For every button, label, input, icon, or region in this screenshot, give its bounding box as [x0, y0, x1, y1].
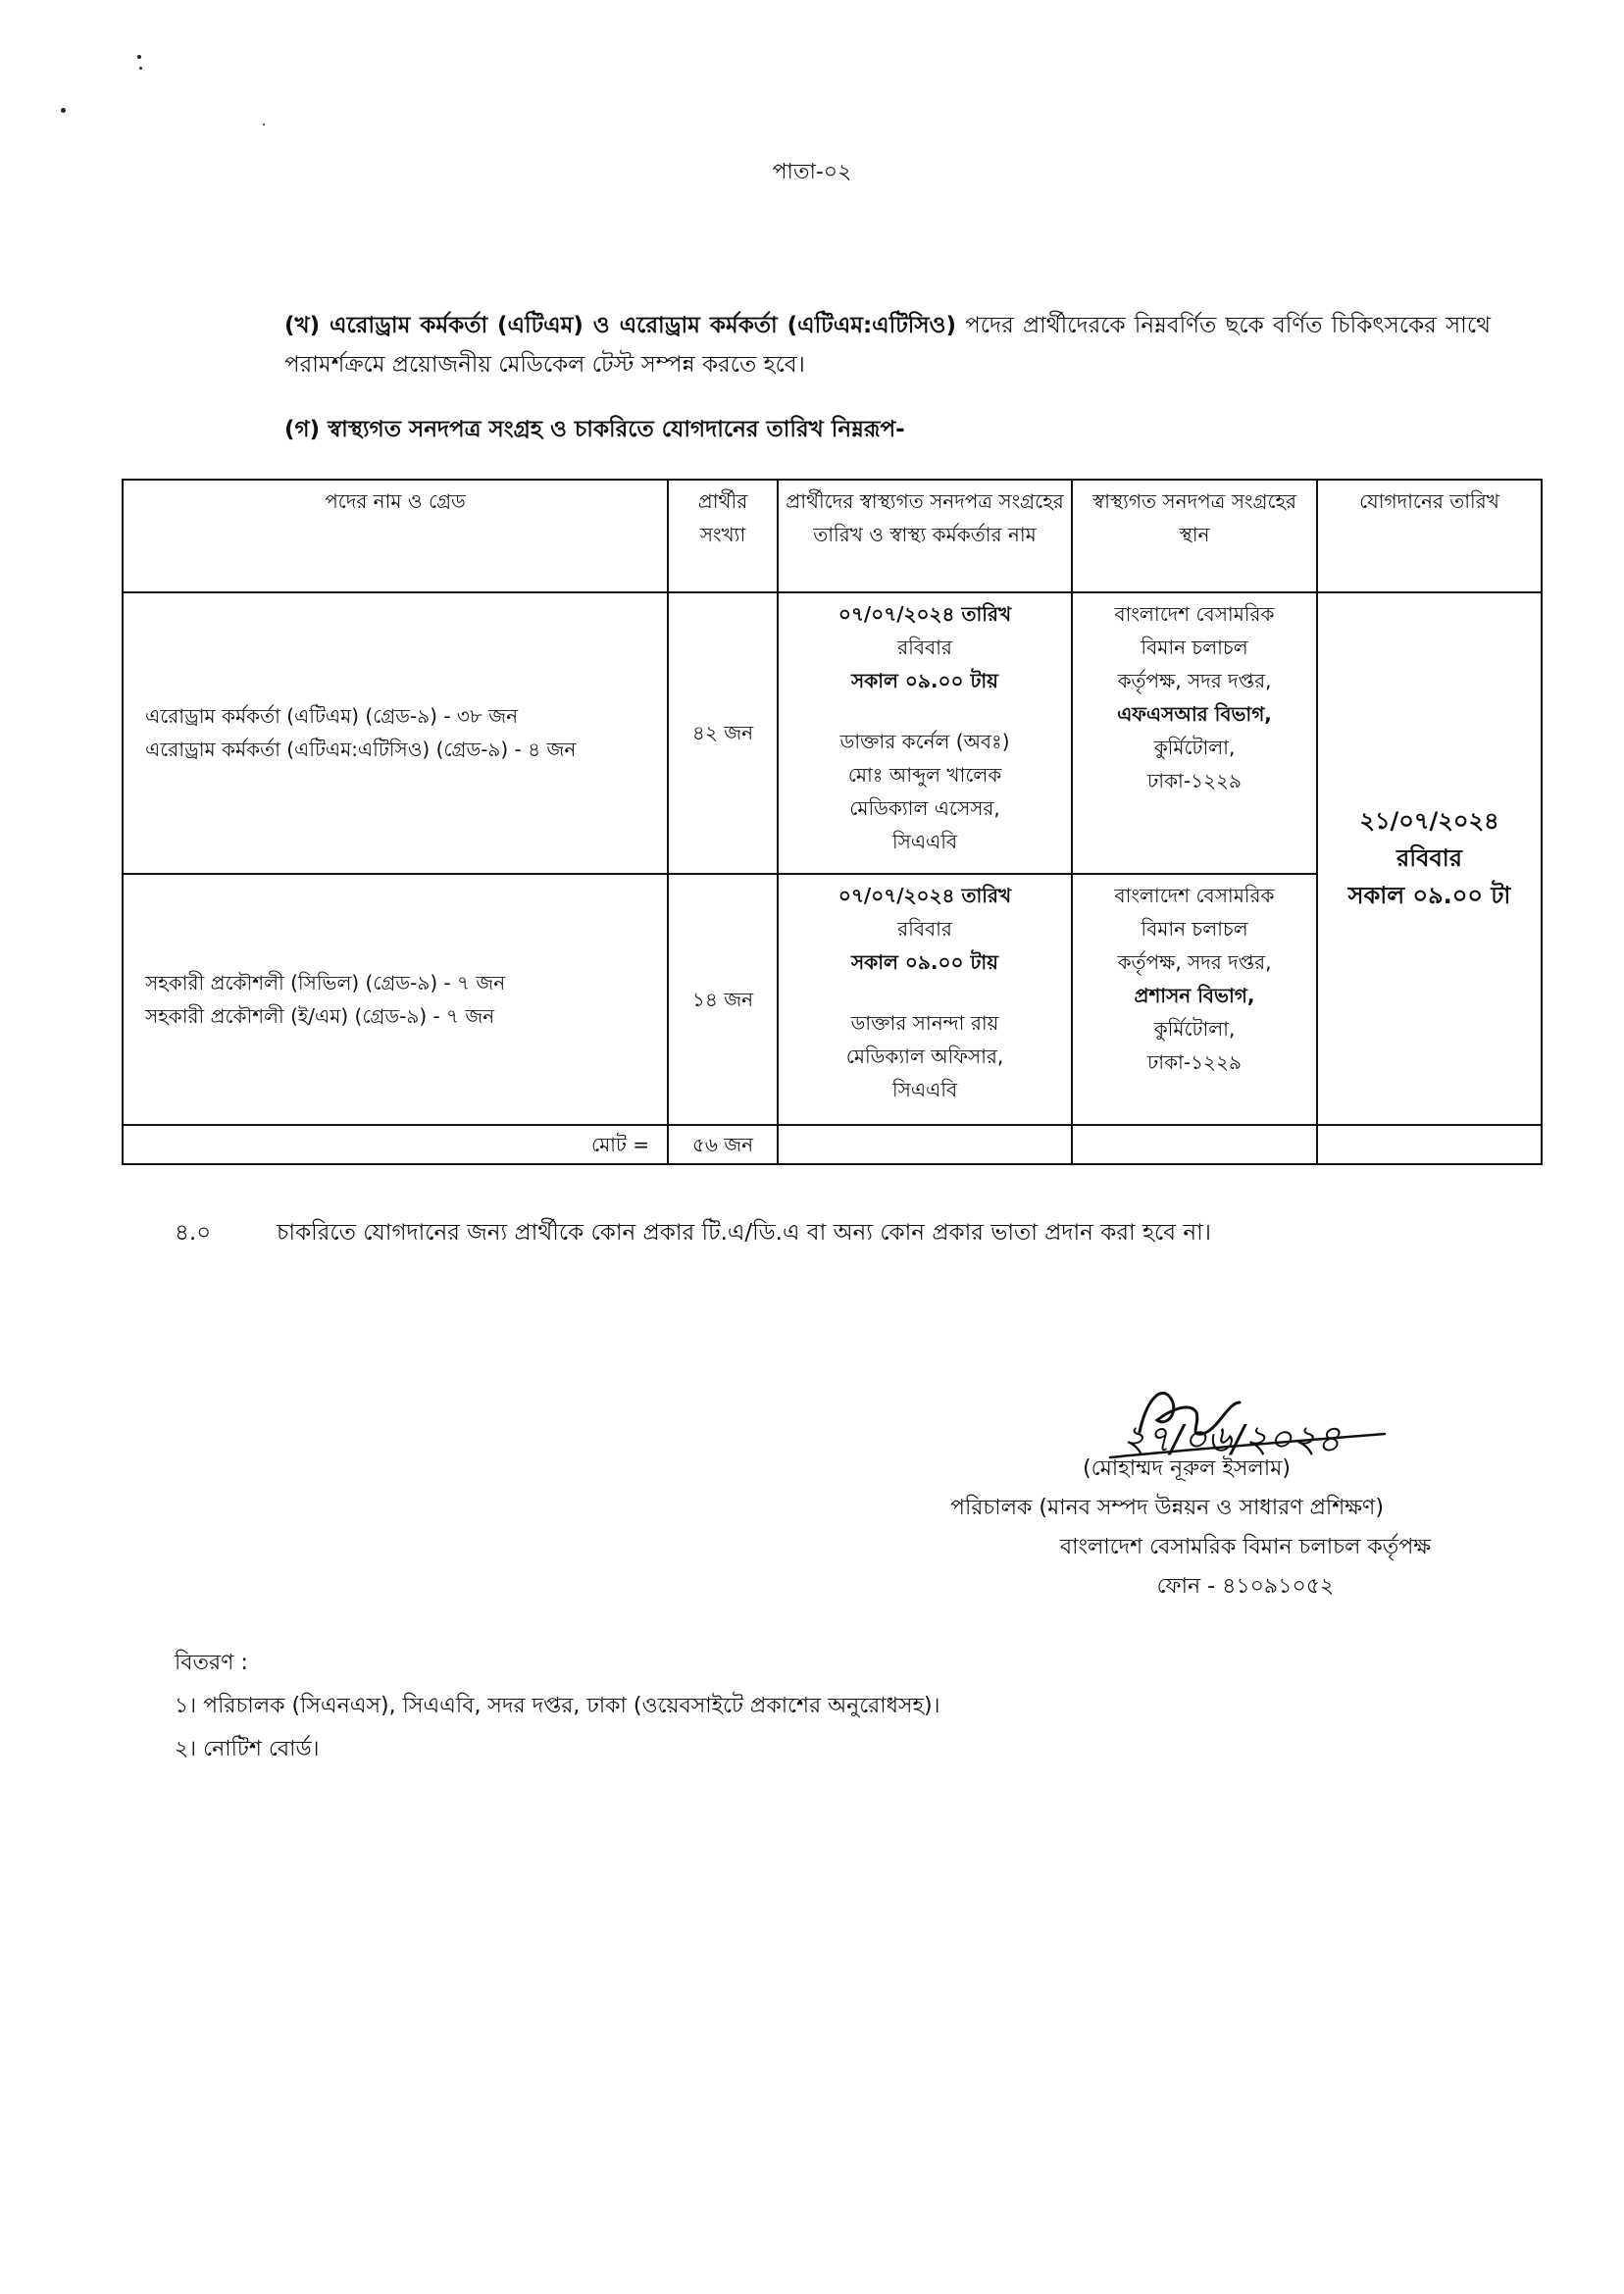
paragraph-ga-heading: (গ) স্বাস্থ্যগত সনদপত্র সংগ্রহ ও চাকরিতে যোগদানের তারিখ নিম্নরূপ-: [284, 417, 905, 442]
post-cell: [123, 874, 668, 1124]
cert-date: ০৭/০৭/২০২৪ তারিখ: [837, 601, 1012, 626]
paragraph-kha: [284, 306, 1491, 384]
place-line: প্রশাসন বিভাগ,: [1134, 984, 1255, 1008]
header-cert: প্রার্থীদের স্বাস্থ্যগত সনদপত্র সংগ্রহের তারিখ ও স্বাস্থ্য কর্মকর্তার নাম: [778, 480, 1072, 592]
joining-time: সকাল ০৯.০০ টা: [1347, 882, 1511, 910]
distribution-item: ২। নোটিশ বোর্ড।: [175, 1737, 320, 1761]
doctor-line: মেডিক্যাল অফিসার,: [845, 1045, 1004, 1069]
post-cell: [123, 592, 668, 875]
cert-cell: [778, 592, 1072, 875]
place-line: কুর্মিটোলা,: [1153, 735, 1236, 759]
table-row: [123, 592, 1542, 875]
place-line: কর্তৃপক্ষ, সদর দপ্তর,: [1117, 668, 1272, 692]
cert-cell: [778, 874, 1072, 1124]
place-line: ঢাকা-১২২৯: [1146, 1050, 1243, 1075]
cert-day: রবিবার: [897, 635, 952, 659]
page-number: পাতা-০২: [772, 160, 852, 184]
doctor-line: মেডিক্যাল এসেসর,: [849, 795, 1000, 820]
doctor-line: ডাক্তার কর্নেল (অবঃ): [839, 729, 1010, 753]
post-line: এরোড্রাম কর্মকর্তা (এটিএম) (গ্রেড-৯) - ৩৮ জন: [145, 704, 519, 729]
doctor-line: ডাক্তার সানন্দা রায়: [850, 1011, 999, 1036]
joining-cell: [1317, 592, 1542, 1125]
distribution-item: ১। পরিচালক (সিএনএস), সিএএবি, সদর দপ্তর, ঢাকা (ওয়েবসাইটে প্রকাশের অনুরোধসহ)।: [175, 1694, 940, 1718]
empty-cell: [778, 1125, 1072, 1164]
place-cell: [1072, 592, 1317, 875]
scan-speck: [263, 124, 265, 126]
doctor-line: সিএএবি: [891, 829, 958, 853]
note-text: চাকরিতে যোগদানের জন্য প্রার্থীকে কোন প্রকার টি.এ/ডি.এ বা অন্য কোন প্রকার ভাতা প্রদান করা হবে না।: [277, 1220, 1212, 1246]
count-cell: ১৪ জন: [668, 874, 778, 1124]
scan-speck: [139, 67, 142, 70]
place-line: এফএসআর বিভাগ,: [1117, 701, 1272, 726]
place-line: বিমান চলাচল: [1141, 917, 1248, 942]
post-line: সহকারী প্রকৌশলী (ই/এম) (গ্রেড-৯) - ৭ জন: [145, 1004, 495, 1029]
distribution-title: বিতরণ :: [175, 1651, 248, 1675]
place-line: বিমান চলাচল: [1141, 635, 1248, 659]
schedule-table: [122, 479, 1543, 1165]
signatory-phone: ফোন - ৪১০৯১০৫২: [1156, 1574, 1335, 1599]
cert-day: রবিবার: [897, 917, 952, 942]
handwritten-date: ২৭/০৬/২০২৪: [1122, 1417, 1342, 1460]
empty-cell: [1072, 1125, 1317, 1164]
place-line: ঢাকা-১২২৯: [1146, 768, 1243, 792]
joining-date: ২১/০৭/২০২৪: [1359, 807, 1499, 836]
post-line: সহকারী প্রকৌশলী (সিভিল) (গ্রেড-৯) - ৭ জন: [145, 971, 506, 995]
table-header-row: [123, 480, 1542, 592]
place-line: কর্তৃপক্ষ, সদর দপ্তর,: [1117, 950, 1272, 975]
scan-speck: [61, 108, 66, 113]
cert-time: সকাল ০৯.০০ টায়: [851, 950, 998, 975]
cert-date: ০৭/০৭/২০২৪ তারিখ: [837, 884, 1012, 908]
empty-cell: [1317, 1125, 1542, 1164]
post-line: এরোড্রাম কর্মকর্তা (এটিএম:এটিসিও) (গ্রেড-৯) - ৪ জন: [145, 738, 577, 762]
header-post: পদের নাম ও গ্রেড: [123, 480, 668, 592]
total-label: মোট =: [123, 1125, 668, 1164]
signatory-name: (মোহাম্মদ নূরুল ইসলাম): [1083, 1456, 1291, 1481]
place-cell: [1072, 874, 1317, 1124]
note-row: [0, 1214, 1624, 1253]
note-number: ৪.০: [175, 1220, 212, 1246]
scan-speck: [137, 55, 141, 59]
place-line: বাংলাদেশ বেসামরিক: [1114, 884, 1275, 908]
signatory-organization: বাংলাদেশ বেসামরিক বিমান চলাচল কর্তৃপক্ষ: [1059, 1535, 1432, 1559]
count-cell: ৪২ জন: [668, 592, 778, 875]
total-value: ৫৬ জন: [668, 1125, 778, 1164]
total-row: [123, 1125, 1542, 1164]
place-line: বাংলাদেশ বেসামরিক: [1114, 601, 1275, 626]
paragraph-kha-bold: (খ) এরোড্রাম কর্মকর্তা (এটিএম) ও এরোড্রাম কর্মকর্তা (এটিএম:এটিসিও): [284, 313, 956, 338]
header-count: প্রার্থীর সংখ্যা: [668, 480, 778, 592]
header-join: যোগদানের তারিখ: [1317, 480, 1542, 592]
cert-time: সকাল ০৯.০০ টায়: [851, 668, 998, 692]
joining-day: রবিবার: [1396, 844, 1462, 873]
signatory-designation: পরিচালক (মানব সম্পদ উন্নয়ন ও সাধারণ প্রশিক্ষণ): [950, 1496, 1384, 1520]
doctor-line: মোঃ আব্দুল খালেক: [847, 762, 1002, 787]
doctor-line: সিএএবি: [891, 1078, 958, 1102]
place-line: কুর্মিটোলা,: [1153, 1017, 1236, 1042]
header-place: স্বাস্থ্যগত সনদপত্র সংগ্রহের স্থান: [1072, 480, 1317, 592]
paragraph-kha-text: পদের প্রার্থীদেরকে নিম্নবর্ণিত ছকে বর্ণিত চিকিৎসকের সাথে পরামর্শক্রমে প্রয়োজনীয় মেডিকেল টেস্ট সম্পন্ন করতে হবে।: [284, 313, 1491, 378]
